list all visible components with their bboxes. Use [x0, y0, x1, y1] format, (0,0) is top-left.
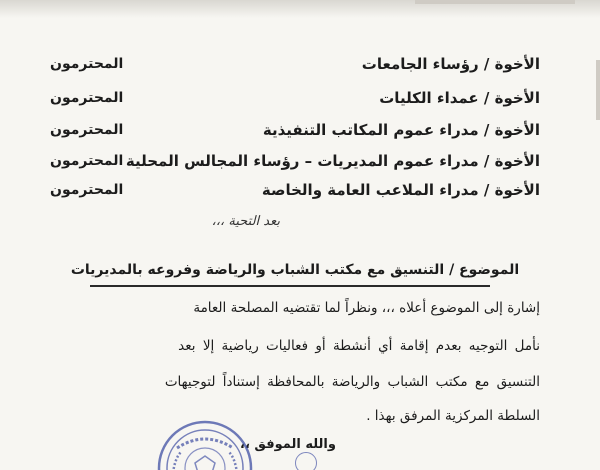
addressee-line-2: الأخوة / عمداء الكليات: [379, 89, 540, 107]
paper-strip: [415, 0, 575, 4]
body-line-2: نأمل التوجيه بعدم إقامة أي أنشطة أو فعاليات رياضية إلا بعد: [178, 338, 540, 354]
addressee-line-3: الأخوة / مدراء عموم المكاتب التنفيذية: [262, 121, 540, 139]
honorific-4: المحترمون: [50, 153, 124, 169]
addressee-line-1: الأخوة / رؤساء الجامعات: [361, 55, 540, 73]
addressee-line-5: الأخوة / مدراء الملاعب العامة والخاصة: [261, 181, 540, 199]
subject-line: الموضوع / التنسيق مع مكتب الشباب والرياضة وفروعه بالمديريات: [70, 262, 520, 278]
honorific-5: المحترمون: [50, 182, 124, 198]
body-line-4: السلطة المركزية المرفق بهذا .: [366, 408, 540, 424]
honorific-2: المحترمون: [50, 90, 124, 106]
closing: والله الموفق ،،: [240, 437, 336, 452]
official-stamp: [155, 418, 255, 470]
greeting: بعد التحية ،،،: [211, 214, 280, 229]
addressee-line-4: الأخوة / مدراء عموم المديريات – رؤساء المجالس المحلية: [125, 152, 540, 170]
body-line-3: التنسيق مع مكتب الشباب والرياضة بالمحافظة إستناداً لتوجيهات: [164, 374, 540, 390]
scan-right-edge: [596, 60, 600, 120]
small-seal-mark: [295, 452, 317, 470]
honorific-3: المحترمون: [50, 122, 124, 138]
body-line-1: إشارة إلى الموضوع أعلاه ،،، ونظراً لما تقتضيه المصلحة العامة: [193, 300, 540, 316]
honorific-1: المحترمون: [50, 56, 124, 72]
subject-underline: [90, 285, 490, 287]
